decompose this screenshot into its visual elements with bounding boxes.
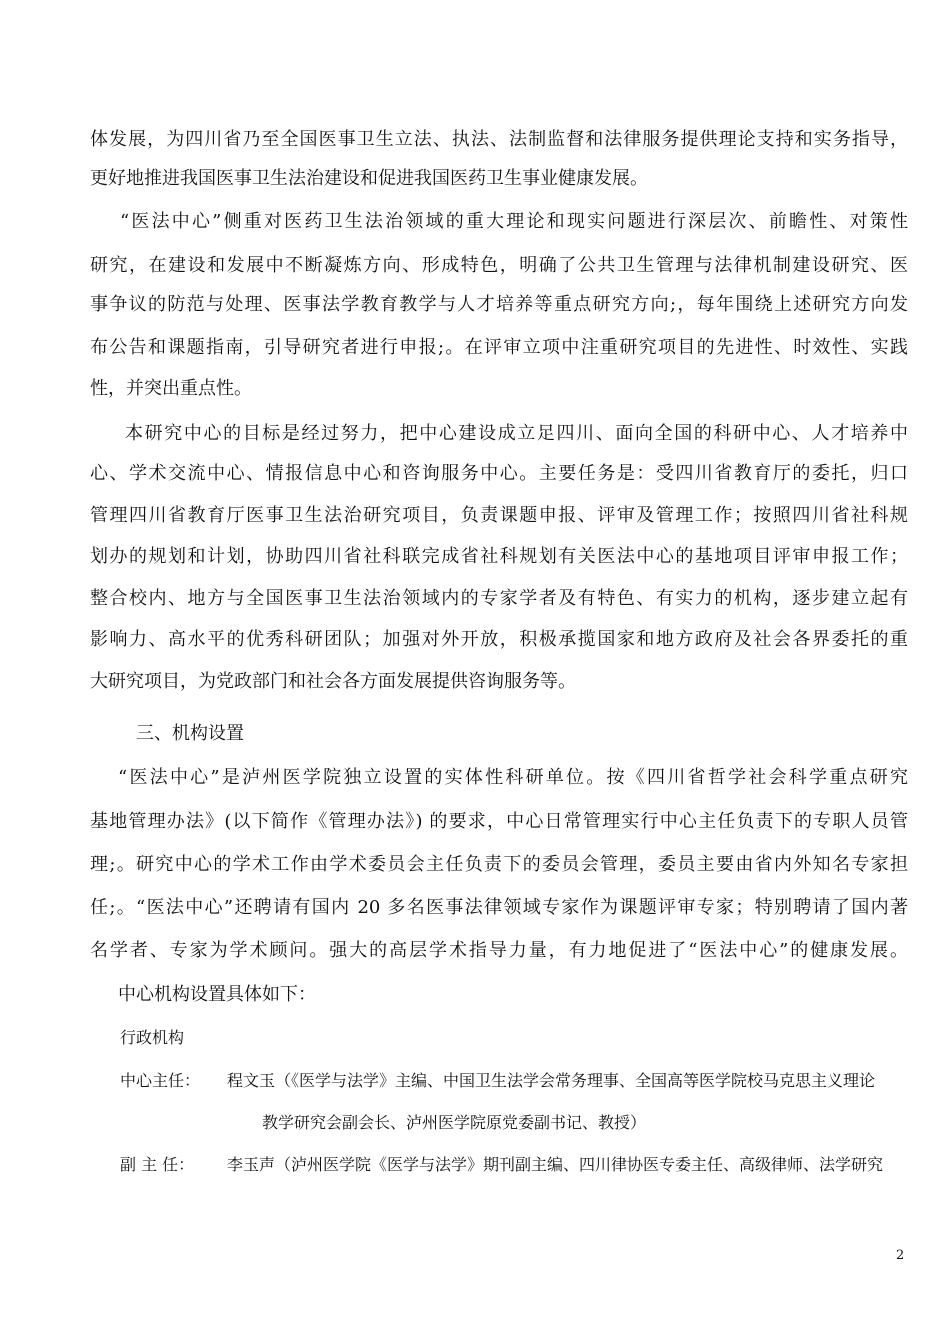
text-line: 事争议的防范与处理、医事法学教育教学与人才培养等重点研究方向;，每年围绕上述研究方向发 bbox=[90, 294, 908, 315]
text-line: 影响力、高水平的优秀科研团队；加强对外开放，积极承揽国家和地方政府及社会各界委托的重 bbox=[90, 629, 908, 650]
text-line: 体发展，为四川省乃至全国医事卫生立法、执法、法制监督和法律服务提供理论支持和实务指导， bbox=[90, 129, 908, 150]
text-line: 更好地推进我国医事卫生法治建设和促进我国医药卫生事业健康发展。 bbox=[90, 168, 648, 189]
person-role-label: 中心主任： bbox=[120, 1071, 201, 1090]
text-line: 理;。研究中心的学术工作由学术委员会主任负责下的委员会管理，委员主要由省内外知名专家担 bbox=[90, 854, 908, 875]
text-line: 布公告和课题指南，引导研究者进行申报;。在评审立项中注重研究项目的先进性、时效性、实践 bbox=[90, 337, 908, 358]
text-line: 研究，在建设和发展中不断凝炼方向、形成特色，明确了公共卫生管理与法律机制建设研究、医 bbox=[90, 255, 908, 276]
text-line: 性，并突出重点性。 bbox=[90, 378, 252, 399]
person-description: 教学研究会副会长、泸州医学院原党委副书记、教授） bbox=[262, 1113, 647, 1132]
text-line: 基地管理办法》(以下简作《管理办法》) 的要求，中心日常管理实行中心主任负责下的专职人员管 bbox=[90, 811, 908, 832]
text-line: 名学者、专家为学术顾问。强大的高层学术指导力量，有力地促进了“医法中心”的健康发展。 bbox=[90, 940, 908, 961]
text-line: “医法中心”侧重对医药卫生法治领域的重大理论和现实问题进行深层次、前瞻性、对策性 bbox=[120, 211, 908, 232]
text-line: 大研究项目，为党政部门和社会各方面发展提供咨询服务等。 bbox=[90, 671, 576, 692]
page-number: 2 bbox=[896, 1248, 905, 1263]
person-role-label: 副 主 任： bbox=[120, 1155, 195, 1174]
structure-intro: 中心机构设置具体如下： bbox=[118, 984, 316, 1005]
text-line: 本研究中心的目标是经过努力，把中心建设成立足四川、面向全国的科研中心、人才培养中 bbox=[125, 423, 908, 444]
text-line: 任;。“医法中心”还聘请有国内 20 多名医事法律领域专家作为课题评审专家；特别聘请了国内著 bbox=[90, 897, 908, 918]
person-description: 李玉声（泸州医学院《医学与法学》期刊副主编、四川律协医专委主任、高级律师、法学研究 bbox=[227, 1155, 884, 1174]
text-line: 划办的规划和计划，协助四川省社科联完成省社科规划有关医法中心的基地项目评审申报工作； bbox=[90, 546, 908, 567]
text-line: 心、学术交流中心、情报信息中心和咨询服务中心。主要任务是：受四川省教育厅的委托，归口 bbox=[90, 463, 908, 484]
admin-section-title: 行政机构 bbox=[120, 1028, 185, 1047]
text-line: “医法中心”是泸州医学院独立设置的实体性科研单位。按《四川省哲学社会科学重点研究 bbox=[118, 767, 908, 788]
text-line: 整合校内、地方与全国医事卫生法治领域内的专家学者及有特色、有实力的机构，逐步建立起有 bbox=[90, 588, 908, 609]
section-heading: 三、机构设置 bbox=[136, 723, 244, 744]
person-description: 程文玉（《医学与法学》主编、中国卫生法学会常务理事、全国高等医学院校马克思主义理论 bbox=[227, 1071, 876, 1090]
text-line: 管理四川省教育厅医事卫生法治研究项目，负责课题申报、评审及管理工作；按照四川省社科规 bbox=[90, 505, 908, 526]
